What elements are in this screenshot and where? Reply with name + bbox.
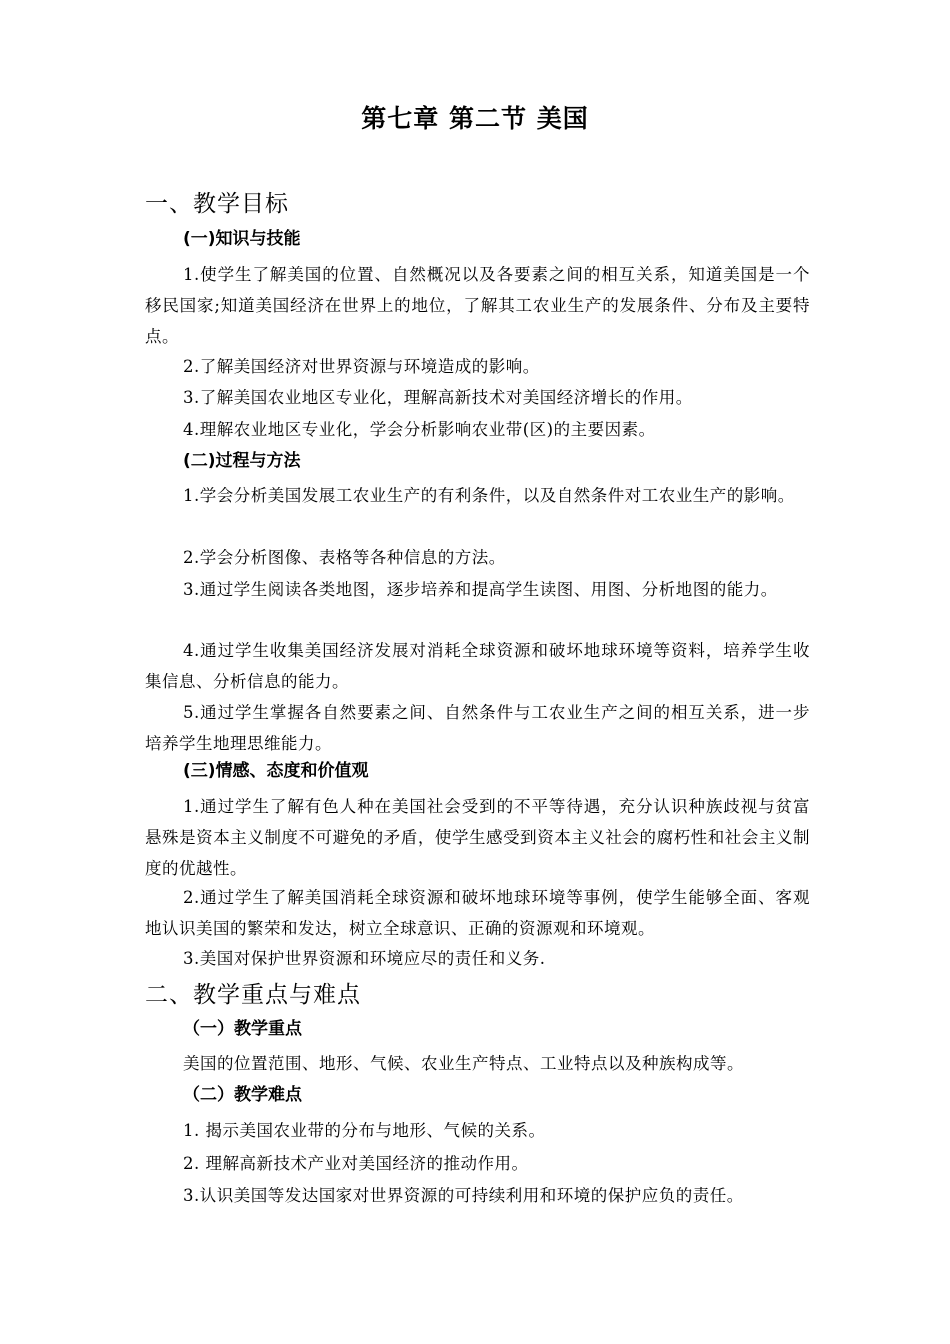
subheading-key-point: （一）教学重点	[183, 1019, 302, 1039]
list-item: 3.通过学生阅读各类地图，逐步培养和提高学生读图、用图、分析地图的能力。	[183, 580, 778, 599]
list-item: 3.美国对保护世界资源和环境应尽的责任和义务.	[183, 949, 546, 968]
list-item: 5.通过学生掌握各自然要素之间、自然条件与工农业生产之间的相互关系，进一步培养学生地理思维能力。	[145, 703, 810, 753]
subheading-knowledge-skills: (一)知识与技能	[183, 229, 301, 249]
list-item: 3.了解美国农业地区专业化，理解高新技术对美国经济增长的作用。	[183, 388, 693, 407]
list-item: 4.通过学生收集美国经济发展对消耗全球资源和破坏地球环境等资料，培养学生收集信息、分析信息的能力。	[145, 641, 810, 691]
list-item: 1. 揭示美国农业带的分布与地形、气候的关系。	[183, 1121, 546, 1140]
list-item: 2. 理解高新技术产业对美国经济的推动作用。	[183, 1154, 529, 1173]
section-heading-objectives: 一、教学目标	[145, 191, 289, 217]
section-heading-key-points: 二、教学重点与难点	[145, 982, 361, 1008]
list-item: 3.认识美国等发达国家对世界资源的可持续利用和环境的保护应负的责任。	[183, 1186, 744, 1205]
list-item: 1.通过学生了解有色人种在美国社会受到的不平等待遇，充分认识种族歧视与贫富悬殊是资本主义制度不可避免的矛盾，使学生感受到资本主义社会的腐朽性和社会主义制度的优越性。	[145, 797, 810, 878]
subheading-attitudes-values: (三)情感、态度和价值观	[183, 761, 369, 781]
list-item: 2.通过学生了解美国消耗全球资源和破坏地球环境等事例，使学生能够全面、客观地认识美国的繁荣和发达，树立全球意识、正确的资源观和环境观。	[145, 888, 810, 938]
list-item: 1.使学生了解美国的位置、自然概况以及各要素之间的相互关系，知道美国是一个移民国家;知道美国经济在世界上的地位，了解其工农业生产的发展条件、分布及主要特点。	[145, 265, 810, 346]
list-item: 2.了解美国经济对世界资源与环境造成的影响。	[183, 357, 540, 376]
list-item: 4.理解农业地区专业化，学会分析影响农业带(区)的主要因素。	[183, 420, 656, 439]
page-title: 第七章 第二节 美国	[361, 104, 589, 133]
subheading-difficulties: （二）教学难点	[183, 1085, 302, 1105]
list-item: 1.学会分析美国发展工农业生产的有利条件，以及自然条件对工农业生产的影响。	[183, 486, 795, 505]
key-point-text: 美国的位置范围、地形、气候、农业生产特点、工业特点以及种族构成等。	[183, 1054, 744, 1073]
list-item: 2.学会分析图像、表格等各种信息的方法。	[183, 548, 506, 567]
subheading-process-methods: (二)过程与方法	[183, 451, 301, 471]
